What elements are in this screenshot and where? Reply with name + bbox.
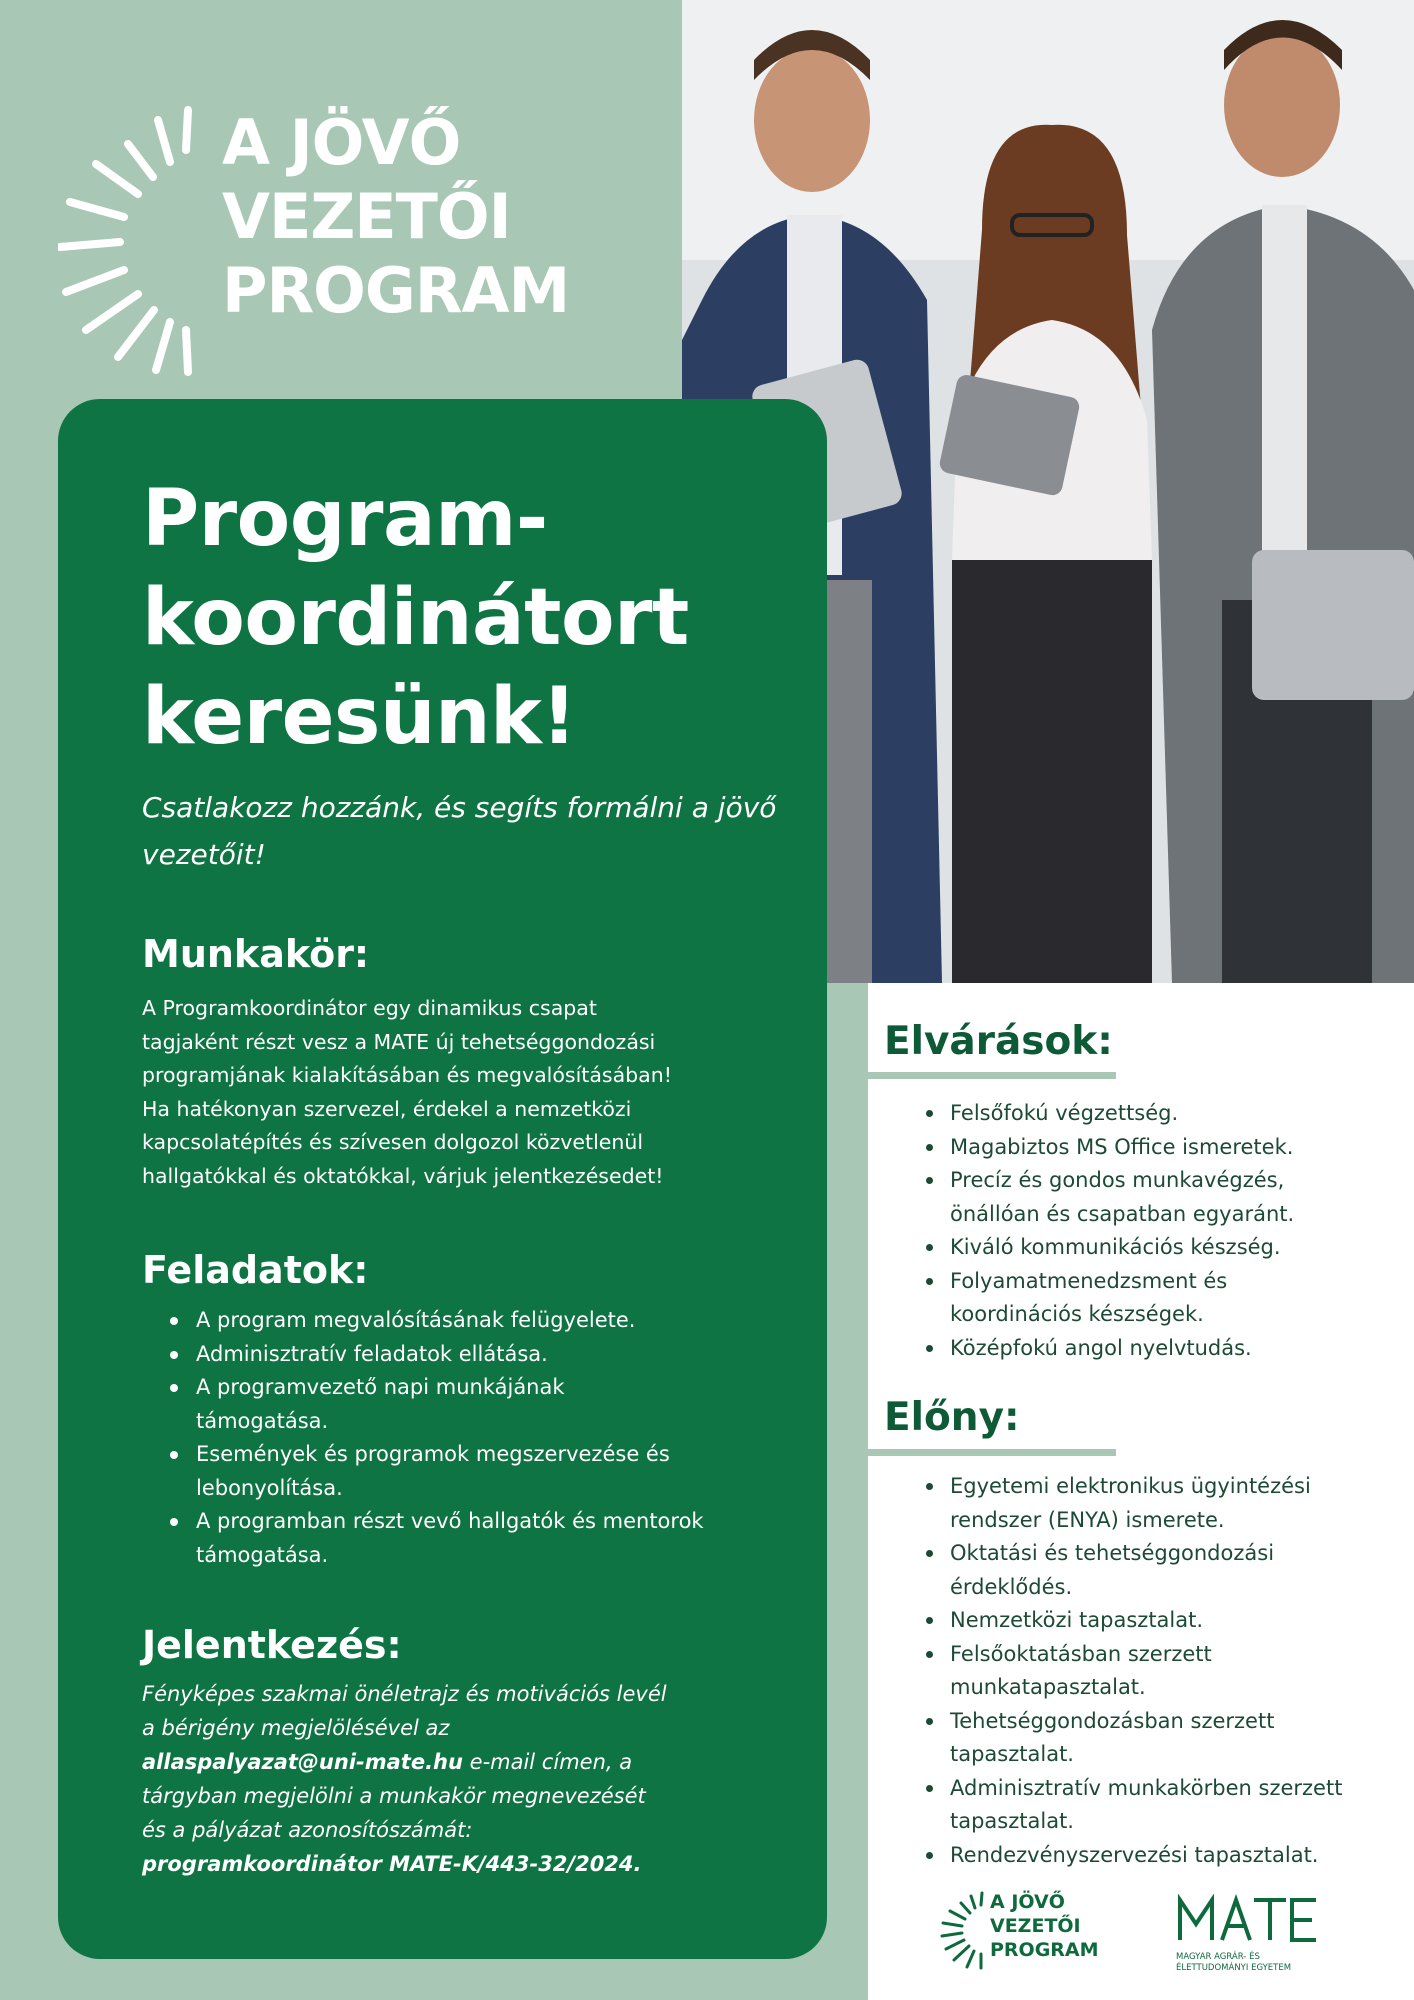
elony-list: [898, 1470, 1342, 1872]
email-link[interactable]: allaspalyazat@uni-mate.hu: [142, 1750, 463, 1774]
sunburst-icon: [58, 102, 198, 377]
list-item: [898, 1705, 1342, 1772]
feladatok-list: [142, 1304, 742, 1572]
text-line: Ha hatékonyan szervezel, érdekel a nemzetközi: [142, 1096, 632, 1121]
text-line: Oktatási és tehetséggondozási: [950, 1541, 1275, 1565]
text-line: érdeklődés.: [950, 1574, 1073, 1599]
text-line: hallgatókkal és oktatókkal, várjuk jelentkezésedet!: [142, 1163, 664, 1188]
section-title-elony: Előny:: [884, 1395, 1020, 1440]
headline-subtitle: Csatlakozz hozzánk, és segíts formálni a jövő vezetőit!: [142, 791, 777, 871]
list-item: Adminisztratív feladatok ellátása.: [142, 1338, 742, 1372]
list-item: [898, 1470, 1342, 1537]
list-item: [898, 1537, 1342, 1604]
section-divider: [868, 1072, 1116, 1079]
list-item: A programban részt vevő hallgatók és mentorok támogatása.: [142, 1505, 716, 1572]
list-item: Középfokú angol nyelvtudás.: [898, 1332, 1294, 1366]
text-line: [142, 1847, 667, 1881]
list-item: Kiváló kommunikációs készség.: [898, 1231, 1294, 1265]
footer-program-logo: [940, 1890, 1160, 1970]
footer-logo-wordmark: [990, 1890, 1099, 1962]
text-line: tapasztalat.: [950, 1742, 1074, 1766]
list-item: [898, 1265, 1294, 1332]
text-line: tagjaként részt vesz a MATE új tehetséggondozási: [142, 1029, 656, 1054]
logo-line: VEZETŐI: [222, 180, 511, 253]
jelentkezes-text: [142, 1677, 667, 1881]
text-line: Egyetemi elektronikus ügyintézési: [950, 1474, 1311, 1498]
sunburst-icon: [940, 1890, 986, 1970]
list-item: [898, 1772, 1342, 1839]
text-line: MAGYAR AGRÁR- ÉS: [1176, 1952, 1260, 1962]
text-line: Adminisztratív munkakörben szerzett: [950, 1775, 1343, 1800]
section-title-elvarasok: Elvárások:: [884, 1019, 1113, 1064]
text-line: tárgyban megjelölni a munkakör megnevezését: [142, 1784, 646, 1808]
headline: [142, 470, 689, 767]
text-line: önállóan és csapatban egyaránt.: [950, 1201, 1295, 1226]
text-line: Fényképes szakmai önéletrajz és motivációs levél: [142, 1682, 667, 1706]
list-item: [898, 1638, 1342, 1705]
text-line: Tehetséggondozásban szerzett: [950, 1708, 1275, 1733]
text-line: Precíz és gondos munkavégzés,: [950, 1168, 1285, 1192]
logo-line: PROGRAM: [222, 254, 570, 327]
program-logo: [58, 102, 658, 382]
logo-line: VEZETŐI: [990, 1915, 1081, 1937]
text-line: munkatapasztalat.: [950, 1675, 1146, 1699]
elvarasok-list: [898, 1097, 1294, 1365]
headline-line: Program-: [142, 474, 548, 564]
list-item: Magabiztos MS Office ismeretek.: [898, 1131, 1294, 1165]
list-item: A programvezető napi munkájának támogatása.: [142, 1371, 666, 1438]
text-line: ÉLETTUDOMÁNYI EGYETEM: [1176, 1963, 1292, 1973]
text-line: A Programkoordinátor egy dinamikus csapat: [142, 996, 597, 1020]
text-line: Felsőoktatásban szerzett: [950, 1641, 1212, 1666]
headline-line: keresünk!: [142, 672, 577, 762]
list-item: [898, 1164, 1294, 1231]
text-line: koordinációs készségek.: [950, 1302, 1204, 1326]
headline-line: koordinátort: [142, 573, 689, 663]
section-divider: [868, 1449, 1116, 1456]
text-line: [142, 1745, 667, 1779]
text-line: Folyamatmenedzsment és: [950, 1268, 1228, 1293]
logo-line: PROGRAM: [990, 1939, 1099, 1961]
text-line: programjának kialakításában és megvalósításában!: [142, 1063, 672, 1087]
section-title-jelentkezes: Jelentkezés:: [142, 1623, 402, 1667]
list-item: Események és programok megszervezése és lebonyolítása.: [142, 1438, 716, 1505]
mate-logo: [1176, 1894, 1386, 1974]
reference-number: programkoordinátor MATE-K/443-32/2024.: [142, 1852, 642, 1876]
mate-subtitle: [1176, 1952, 1291, 1974]
section-title-feladatok: Feladatok:: [142, 1248, 369, 1292]
text-line: tapasztalat.: [950, 1809, 1074, 1833]
list-item: Nemzetközi tapasztalat.: [898, 1604, 1342, 1638]
text-fragment: e-mail címen, a: [462, 1750, 633, 1774]
text-line: a bérigény megjelölésével az: [142, 1716, 450, 1740]
list-item: A program megvalósításának felügyelete.: [142, 1304, 742, 1338]
section-title-munkakor: Munkakör:: [142, 932, 370, 976]
text-line: kapcsolatépítés és szívesen dolgozol közvetlenül: [142, 1130, 644, 1154]
text-line: rendszer (ENYA) ismerete.: [950, 1507, 1225, 1532]
munkakor-text: [142, 992, 672, 1193]
mate-logo-icon: [1176, 1894, 1326, 1944]
list-item: Rendezvényszervezési tapasztalat.: [898, 1839, 1342, 1873]
logo-line: A JÖVŐ: [990, 1891, 1065, 1913]
logo-wordmark: [222, 106, 569, 328]
text-line: és a pályázat azonosítószámát:: [142, 1818, 473, 1842]
list-item: Felsőfokú végzettség.: [898, 1097, 1294, 1131]
logo-line: A JÖVŐ: [222, 106, 461, 179]
